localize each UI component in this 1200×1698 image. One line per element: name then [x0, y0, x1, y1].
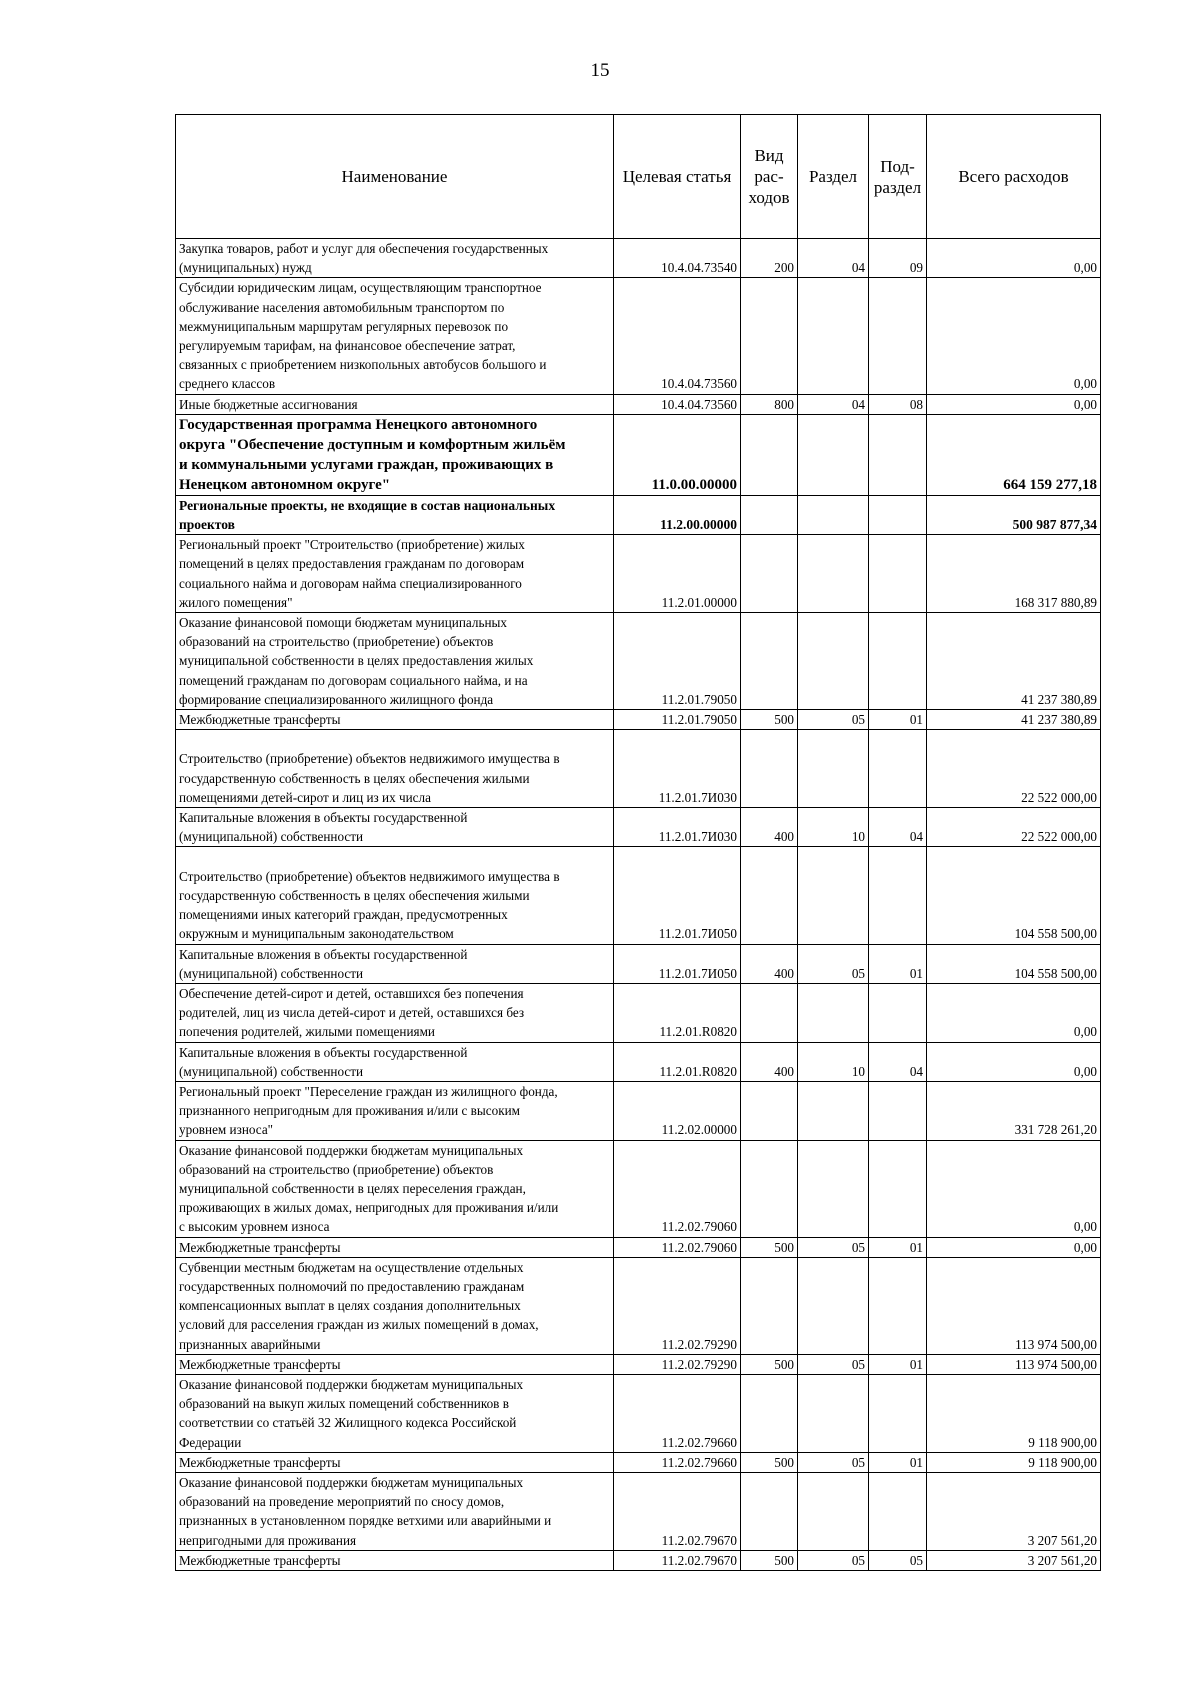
- row-expense-type: [741, 847, 798, 944]
- row-name: Межбюджетные трансферты: [176, 1237, 614, 1257]
- row-amount: 0,00: [927, 1140, 1101, 1237]
- header-subsection: Под- раздел: [869, 115, 927, 239]
- row-name: Межбюджетные трансферты: [176, 1452, 614, 1472]
- row-expense-type: 500: [741, 710, 798, 730]
- row-name: Строительство (приобретение) объектов недвижимого имущества в государственную собственность в целях обеспечения жилыми помещениями иных категорий граждан, предусмотренных окружным и муниципальным законодательством: [176, 847, 614, 944]
- row-name: Региональный проект "Переселение граждан из жилищного фонда, признанного непригодным для проживания и/или с высоким уровнем износа": [176, 1081, 614, 1140]
- row-name: Субвенции местным бюджетам на осуществление отдельных государственных полномочий по предоставлению гражданам компенсационных выплат в целях создания дополнительных условий для расселения граждан из жилых помещений в домах, признанных аварийными: [176, 1257, 614, 1354]
- row-amount: 9 118 900,00: [927, 1374, 1101, 1452]
- row-amount: 113 974 500,00: [927, 1257, 1101, 1354]
- row-amount: 3 207 561,20: [927, 1472, 1101, 1550]
- row-amount: 41 237 380,89: [927, 613, 1101, 710]
- row-section: [798, 495, 869, 534]
- table-row: [176, 1374, 1101, 1452]
- row-target-code: 11.2.02.79060: [614, 1140, 741, 1237]
- row-target-code: 11.2.01.79050: [614, 613, 741, 710]
- header-section: Раздел: [798, 115, 869, 239]
- row-section: [798, 847, 869, 944]
- row-section: [798, 613, 869, 710]
- table-row: [176, 1354, 1101, 1374]
- table-row: [176, 1472, 1101, 1550]
- row-expense-type: [741, 613, 798, 710]
- row-name: Региональный проект "Строительство (приобретение) жилых помещений в целях предоставления гражданам по договорам социального найма и договорам найма специализированного жилого помещения": [176, 535, 614, 613]
- row-subsection: [869, 730, 927, 808]
- row-amount: 104 558 500,00: [927, 847, 1101, 944]
- row-section: [798, 1472, 869, 1550]
- table-row: [176, 239, 1101, 278]
- row-subsection: [869, 613, 927, 710]
- row-expense-type: [741, 983, 798, 1042]
- table-row: [176, 613, 1101, 710]
- row-subsection: [869, 1257, 927, 1354]
- row-expense-type: 500: [741, 1237, 798, 1257]
- row-target-code: 11.0.00.00000: [614, 414, 741, 495]
- row-section: 05: [798, 1452, 869, 1472]
- row-subsection: [869, 278, 927, 394]
- row-amount: 0,00: [927, 983, 1101, 1042]
- table-row: [176, 1257, 1101, 1354]
- table-row: [176, 495, 1101, 534]
- row-name: Оказание финансовой помощи бюджетам муниципальных образований на строительство (приобретение) объектов муниципальной собственности в целях предоставления жилых помещений гражданам по договорам социального найма, и на формирование специализированного жилищного фонда: [176, 613, 614, 710]
- row-target-code: 10.4.04.73540: [614, 239, 741, 278]
- row-expense-type: [741, 535, 798, 613]
- row-amount: 22 522 000,00: [927, 808, 1101, 847]
- row-target-code: 10.4.04.73560: [614, 394, 741, 414]
- row-expense-type: 500: [741, 1354, 798, 1374]
- table-row: [176, 808, 1101, 847]
- row-expense-type: 800: [741, 394, 798, 414]
- table-row: [176, 1081, 1101, 1140]
- row-amount: 664 159 277,18: [927, 414, 1101, 495]
- row-expense-type: 400: [741, 808, 798, 847]
- row-amount: 0,00: [927, 278, 1101, 394]
- page-number: 15: [590, 60, 610, 81]
- row-section: 10: [798, 808, 869, 847]
- table-row: [176, 1452, 1101, 1472]
- row-name: Иные бюджетные ассигнования: [176, 394, 614, 414]
- row-expense-type: [741, 414, 798, 495]
- row-amount: 168 317 880,89: [927, 535, 1101, 613]
- row-name: Оказание финансовой поддержки бюджетам муниципальных образований на выкуп жилых помещений собственников в соответствии со статьёй 32 Жилищного кодекса Российской Федерации: [176, 1374, 614, 1452]
- row-subsection: 05: [869, 1550, 927, 1570]
- header-expense-type: Вид рас- ходов: [741, 115, 798, 239]
- row-subsection: [869, 847, 927, 944]
- row-name: Строительство (приобретение) объектов недвижимого имущества в государственную собственность в целях обеспечения жилыми помещениями детей-сирот и лиц из их числа: [176, 730, 614, 808]
- row-target-code: 11.2.01.R0820: [614, 983, 741, 1042]
- row-section: [798, 278, 869, 394]
- row-subsection: [869, 1140, 927, 1237]
- row-target-code: 11.2.01.7И030: [614, 730, 741, 808]
- row-section: 05: [798, 944, 869, 983]
- row-expense-type: [741, 495, 798, 534]
- header-total: Всего расходов: [927, 115, 1101, 239]
- row-target-code: 11.2.01.00000: [614, 535, 741, 613]
- row-section: [798, 414, 869, 495]
- row-subsection: [869, 1374, 927, 1452]
- row-target-code: 11.2.01.7И050: [614, 847, 741, 944]
- row-expense-type: [741, 1257, 798, 1354]
- row-section: 05: [798, 1354, 869, 1374]
- table-header-row: [176, 115, 1101, 239]
- table-row: [176, 1042, 1101, 1081]
- table-row: [176, 394, 1101, 414]
- table-row: [176, 710, 1101, 730]
- row-target-code: 10.4.04.73560: [614, 278, 741, 394]
- row-section: [798, 535, 869, 613]
- table-row: [176, 1550, 1101, 1570]
- row-target-code: 11.2.02.79290: [614, 1354, 741, 1374]
- row-expense-type: 500: [741, 1452, 798, 1472]
- row-expense-type: [741, 1374, 798, 1452]
- row-expense-type: [741, 1140, 798, 1237]
- row-expense-type: 400: [741, 1042, 798, 1081]
- row-section: 04: [798, 394, 869, 414]
- row-name: Капитальные вложения в объекты государственной (муниципальной) собственности: [176, 1042, 614, 1081]
- row-amount: 22 522 000,00: [927, 730, 1101, 808]
- row-target-code: 11.2.01.R0820: [614, 1042, 741, 1081]
- table-row: [176, 847, 1101, 944]
- row-subsection: [869, 495, 927, 534]
- row-section: [798, 1081, 869, 1140]
- budget-table: [175, 114, 1101, 1571]
- row-expense-type: [741, 1472, 798, 1550]
- table-body: [176, 239, 1101, 1571]
- row-name: Оказание финансовой поддержки бюджетам муниципальных образований на строительство (приобретение) объектов муниципальной собственности в целях переселения граждан, проживающих в жилых домах, непригодных для проживания и/или с высоким уровнем износа: [176, 1140, 614, 1237]
- row-subsection: [869, 414, 927, 495]
- row-amount: 104 558 500,00: [927, 944, 1101, 983]
- row-section: 05: [798, 710, 869, 730]
- row-expense-type: 400: [741, 944, 798, 983]
- row-name: Межбюджетные трансферты: [176, 1354, 614, 1374]
- row-amount: 41 237 380,89: [927, 710, 1101, 730]
- table-row: [176, 730, 1101, 808]
- row-section: 10: [798, 1042, 869, 1081]
- row-amount: 0,00: [927, 394, 1101, 414]
- row-section: 05: [798, 1237, 869, 1257]
- row-subsection: [869, 983, 927, 1042]
- header-target-article: Целевая статья: [614, 115, 741, 239]
- row-subsection: 01: [869, 944, 927, 983]
- row-subsection: 04: [869, 808, 927, 847]
- row-subsection: [869, 1472, 927, 1550]
- row-name: Капитальные вложения в объекты государственной (муниципальной) собственности: [176, 944, 614, 983]
- row-subsection: 08: [869, 394, 927, 414]
- row-amount: 3 207 561,20: [927, 1550, 1101, 1570]
- table-row: [176, 1237, 1101, 1257]
- row-section: [798, 983, 869, 1042]
- row-name: Региональные проекты, не входящие в состав национальных проектов: [176, 495, 614, 534]
- row-name: Субсидии юридическим лицам, осуществляющим транспортное обслуживание населения автомобильным транспортом по межмуниципальным маршрутам регулярных перевозок по регулируемым тарифам, на финансовое обеспечение затрат, связанных с приобретением низкопольных автобусов большого и среднего классов: [176, 278, 614, 394]
- row-section: 04: [798, 239, 869, 278]
- table-row: [176, 535, 1101, 613]
- row-subsection: [869, 535, 927, 613]
- row-section: 05: [798, 1550, 869, 1570]
- row-target-code: 11.2.02.79290: [614, 1257, 741, 1354]
- row-section: [798, 1257, 869, 1354]
- row-amount: 0,00: [927, 1237, 1101, 1257]
- row-amount: 500 987 877,34: [927, 495, 1101, 534]
- row-name: Межбюджетные трансферты: [176, 1550, 614, 1570]
- row-subsection: 01: [869, 1237, 927, 1257]
- row-expense-type: 200: [741, 239, 798, 278]
- row-expense-type: [741, 730, 798, 808]
- row-section: [798, 1374, 869, 1452]
- row-name: Государственная программа Ненецкого автономного округа "Обеспечение доступным и комфортным жильём и коммунальными услугами граждан, проживающих в Ненецком автономном округе": [176, 414, 614, 495]
- row-expense-type: [741, 278, 798, 394]
- table-row: [176, 944, 1101, 983]
- row-name: Межбюджетные трансферты: [176, 710, 614, 730]
- table-row: [176, 983, 1101, 1042]
- row-amount: 331 728 261,20: [927, 1081, 1101, 1140]
- row-expense-type: 500: [741, 1550, 798, 1570]
- row-target-code: 11.2.02.00000: [614, 1081, 741, 1140]
- row-name: Обеспечение детей-сирот и детей, оставшихся без попечения родителей, лиц из числа детей-сирот и детей, оставшихся без попечения родителей, жилыми помещениями: [176, 983, 614, 1042]
- row-expense-type: [741, 1081, 798, 1140]
- row-name: Оказание финансовой поддержки бюджетам муниципальных образований на проведение мероприятий по сносу домов, признанных в установленном порядке ветхими или аварийными и непригодными для проживания: [176, 1472, 614, 1550]
- row-amount: 9 118 900,00: [927, 1452, 1101, 1472]
- row-name: Капитальные вложения в объекты государственной (муниципальной) собственности: [176, 808, 614, 847]
- row-subsection: 04: [869, 1042, 927, 1081]
- row-subsection: [869, 1081, 927, 1140]
- row-section: [798, 730, 869, 808]
- row-target-code: 11.2.02.79660: [614, 1452, 741, 1472]
- row-amount: 0,00: [927, 239, 1101, 278]
- row-target-code: 11.2.00.00000: [614, 495, 741, 534]
- row-section: [798, 1140, 869, 1237]
- header-name: Наименование: [176, 115, 614, 239]
- row-target-code: 11.2.01.7И050: [614, 944, 741, 983]
- row-target-code: 11.2.02.79670: [614, 1472, 741, 1550]
- row-target-code: 11.2.01.7И030: [614, 808, 741, 847]
- row-subsection: 01: [869, 1452, 927, 1472]
- row-amount: 0,00: [927, 1042, 1101, 1081]
- row-target-code: 11.2.02.79670: [614, 1550, 741, 1570]
- row-amount: 113 974 500,00: [927, 1354, 1101, 1374]
- row-target-code: 11.2.02.79660: [614, 1374, 741, 1452]
- row-name: Закупка товаров, работ и услуг для обеспечения государственных (муниципальных) нужд: [176, 239, 614, 278]
- table-row: [176, 414, 1101, 495]
- row-subsection: 09: [869, 239, 927, 278]
- row-target-code: 11.2.01.79050: [614, 710, 741, 730]
- table-row: [176, 1140, 1101, 1237]
- row-subsection: 01: [869, 710, 927, 730]
- table-row: [176, 278, 1101, 394]
- row-subsection: 01: [869, 1354, 927, 1374]
- row-target-code: 11.2.02.79060: [614, 1237, 741, 1257]
